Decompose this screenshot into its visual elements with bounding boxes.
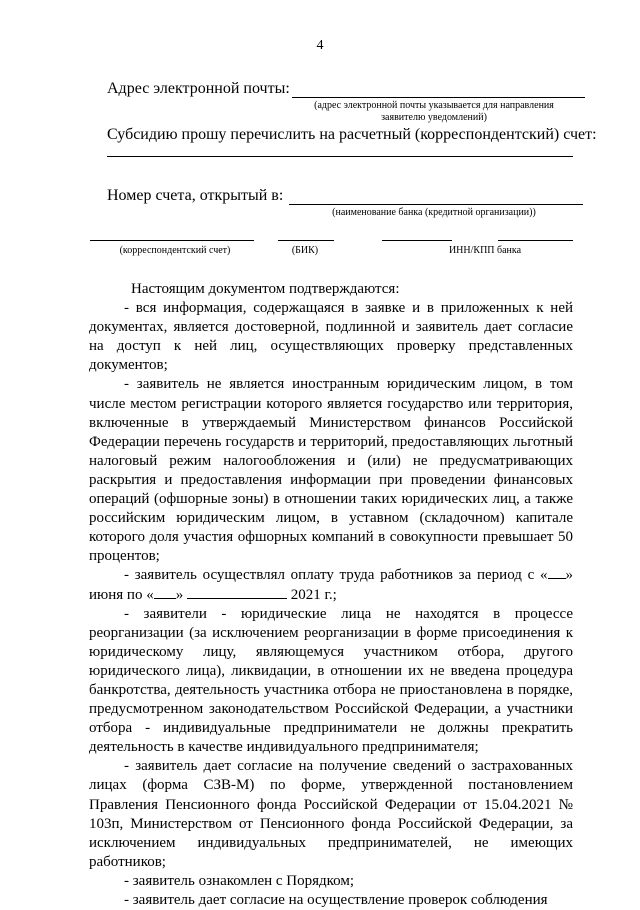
account-number-line[interactable] [107,156,573,157]
confirmation-item-7: - заявитель дает согласие на осуществление проверок соблюдения [124,892,548,908]
bik-caption: (БИК) [291,245,319,256]
bank-hint: (наименование банка (кредитной организации)) [332,207,536,218]
email-label: Адрес электронной почты: [107,80,290,97]
inn-line[interactable] [382,240,452,241]
bank-row [107,187,583,205]
confirmation-item-2: - заявитель не является иностранным юридическим лицом, в том числе местом регистрации которого является государство или территория, включенные в утверждаемый Министерством финансов Российской Федерации перечень государств и территорий, предоставляющих льготный налоговый режим налогообложения и (или) не предусматривающих раскрытия и предоставления информации при проведении финансовых операций (офшорные зоны) в отношении таких юридических лиц, а также российским юридическим лицом, в уставном (складочном) капитале которого доля участия офшорных компаний в совокупности превышает 50 процентов; [89,376,573,565]
inn-kpp-caption: ИНН/КПП банка [448,245,522,256]
email-row [107,80,585,98]
confirmation-section [89,280,573,910]
page-number: 4 [316,38,324,53]
confirmation-item-1: - вся информация, содержащаяся в заявке и в приложенных к ней документах, является достоверной, подлинной и заявитель дает согласие на доступ к ней лиц, осуществляющих проверку представленных документов; [89,300,573,374]
confirmation-item-3: - заявитель осуществлял оплату труда работников за период с « » июня по « » 2021 г.; [89,567,573,603]
confirmation-intro: Настоящим документом подтверждаются: [131,281,400,297]
period-start-day-blank[interactable] [548,566,566,579]
email-hint: (адрес электронной почты указывается для направления заявителю уведомлений) [314,100,554,123]
confirmation-item-5: - заявитель дает согласие на получение сведений о застрахованных лицах (форма СЗВ-М) по форме, утвержденной постановлением Правления Пенсионного фонда Российской Федерации от 15.04.2021 № 103п, Министерством от Пенсионного фонда Российской Федерации, за исключением индивидуальных предпринимателей, не имеющих работников; [89,758,573,870]
subsidy-label-row [107,126,597,144]
period-end-day-blank[interactable] [154,586,176,599]
corr-account-line[interactable] [90,240,254,241]
bank-name-input-line[interactable] [289,190,583,205]
opened-in-label: Номер счета, открытый в: [107,187,284,204]
period-end-month-blank[interactable] [187,586,287,599]
confirmation-item-6: - заявитель ознакомлен с Порядком; [124,872,355,889]
bik-line[interactable] [278,240,334,241]
kpp-line[interactable] [498,240,573,241]
email-input-line[interactable] [292,83,585,98]
confirmation-item-4: - заявители - юридические лица не находятся в процессе реорганизации (за исключением реорганизации в форме присоединения к юридическому лицу, являющемуся участником отбора, другого юридического лица), ликвидации, в отношении их не введена процедура банкротства, деятельность участника отбора не приостановлена в порядке, предусмотренном законодательством Российской Федерации, а участники отбора - индивидуальные предприниматели не должны прекратить деятельность в качестве индивидуального предпринимателя; [89,605,573,756]
corr-account-caption: (корреспондентский счет) [119,245,231,256]
subsidy-label: Субсидию прошу перечислить на расчетный (корреспондентский) счет: [107,126,597,143]
